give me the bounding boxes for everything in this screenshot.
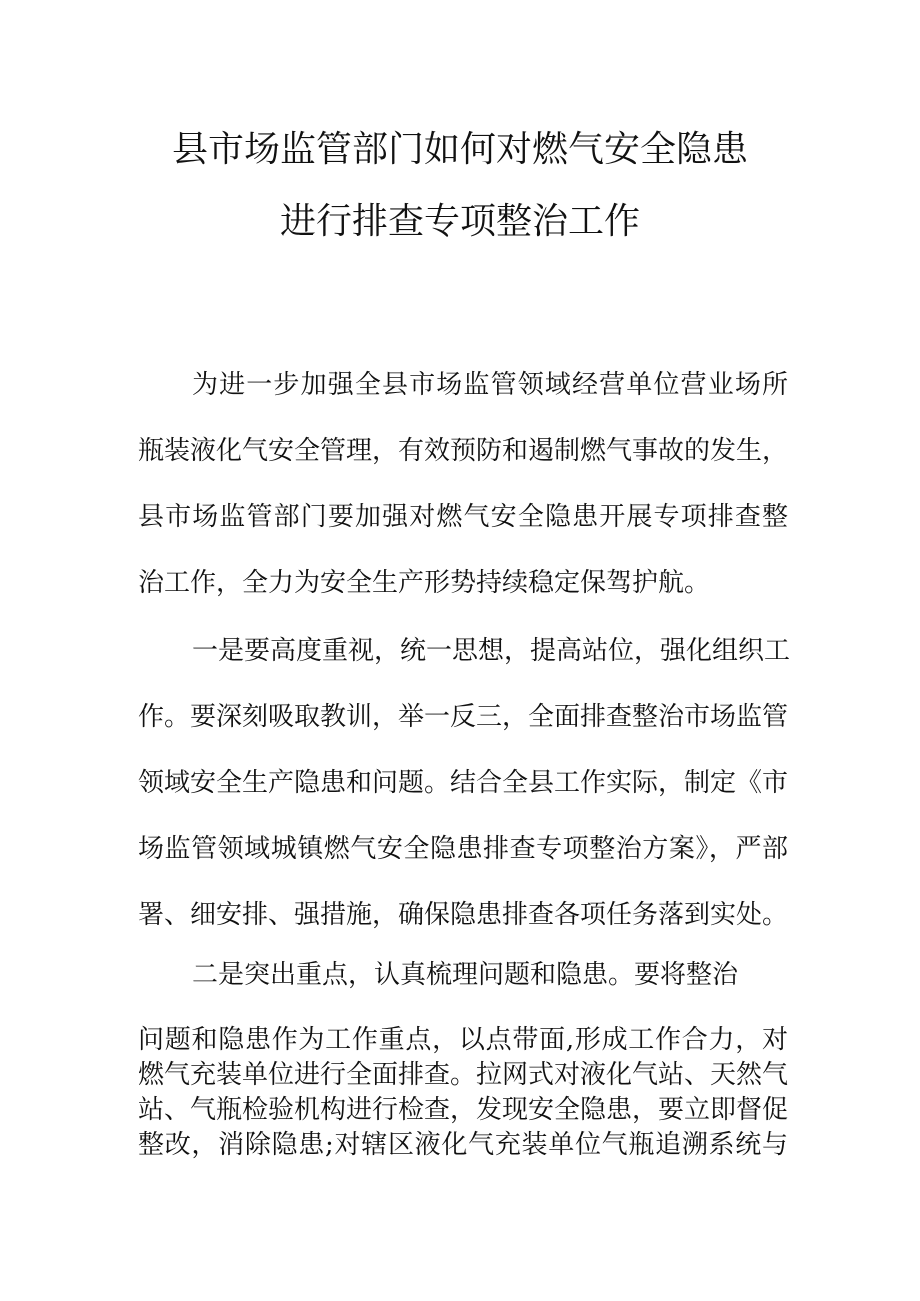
paragraph-line: 署、细安排、强措施，确保隐患排查各项任务落到实处。: [138, 900, 789, 930]
paragraph-line: 瓶装液化气安全管理，有效预防和遏制燃气事故的发生，: [138, 436, 789, 466]
paragraph-point-two-body: [138, 1023, 788, 1163]
paragraph-point-one: [138, 632, 791, 962]
document-title-line-2: 进行排查专项整治工作: [279, 201, 640, 242]
paragraph-line: 县市场监管部门要加强对燃气安全隐患开展专项排查整: [138, 502, 788, 532]
paragraph-line: 问题和隐患作为工作重点，以点带面,形成工作合力，对: [138, 1025, 788, 1055]
paragraph-line: 站、气瓶检验机构进行检查，发现安全隐患，要立即督促: [138, 1095, 789, 1125]
paragraph-line: 燃气充装单位进行全面排查。拉网式对液化气站、天然气: [138, 1060, 789, 1090]
paragraph-line: 为进一步加强全县市场监管领域经营单位营业场所: [192, 370, 788, 400]
paragraph-line: 二是突出重点，认真梳理问题和隐患。要将整治: [192, 960, 739, 990]
paragraph-line: 一是要高度重视，统一思想，提高站位，强化组织工: [192, 636, 791, 666]
document-title-line-1: 县市场监管部门如何对燃气安全隐患: [171, 129, 748, 170]
paragraph-line: 治工作，全力为安全生产形势持续稳定保驾护航。: [138, 568, 711, 598]
paragraph-line: 作。要深刻吸取教训，举一反三，全面排查整治市场监管: [138, 702, 789, 732]
paragraph-line: 场监管领域城镇燃气安全隐患排查专项整治方案》，严部: [138, 834, 788, 864]
paragraph-intro: [138, 366, 788, 630]
paragraph-line: 领域安全生产隐患和问题。结合全县工作实际，制定《市: [138, 768, 789, 798]
paragraph-line: 整改，消除隐患;对辖区液化气充装单位气瓶追溯系统与: [138, 1130, 788, 1160]
paragraph-point-two-heading: [138, 956, 788, 1022]
